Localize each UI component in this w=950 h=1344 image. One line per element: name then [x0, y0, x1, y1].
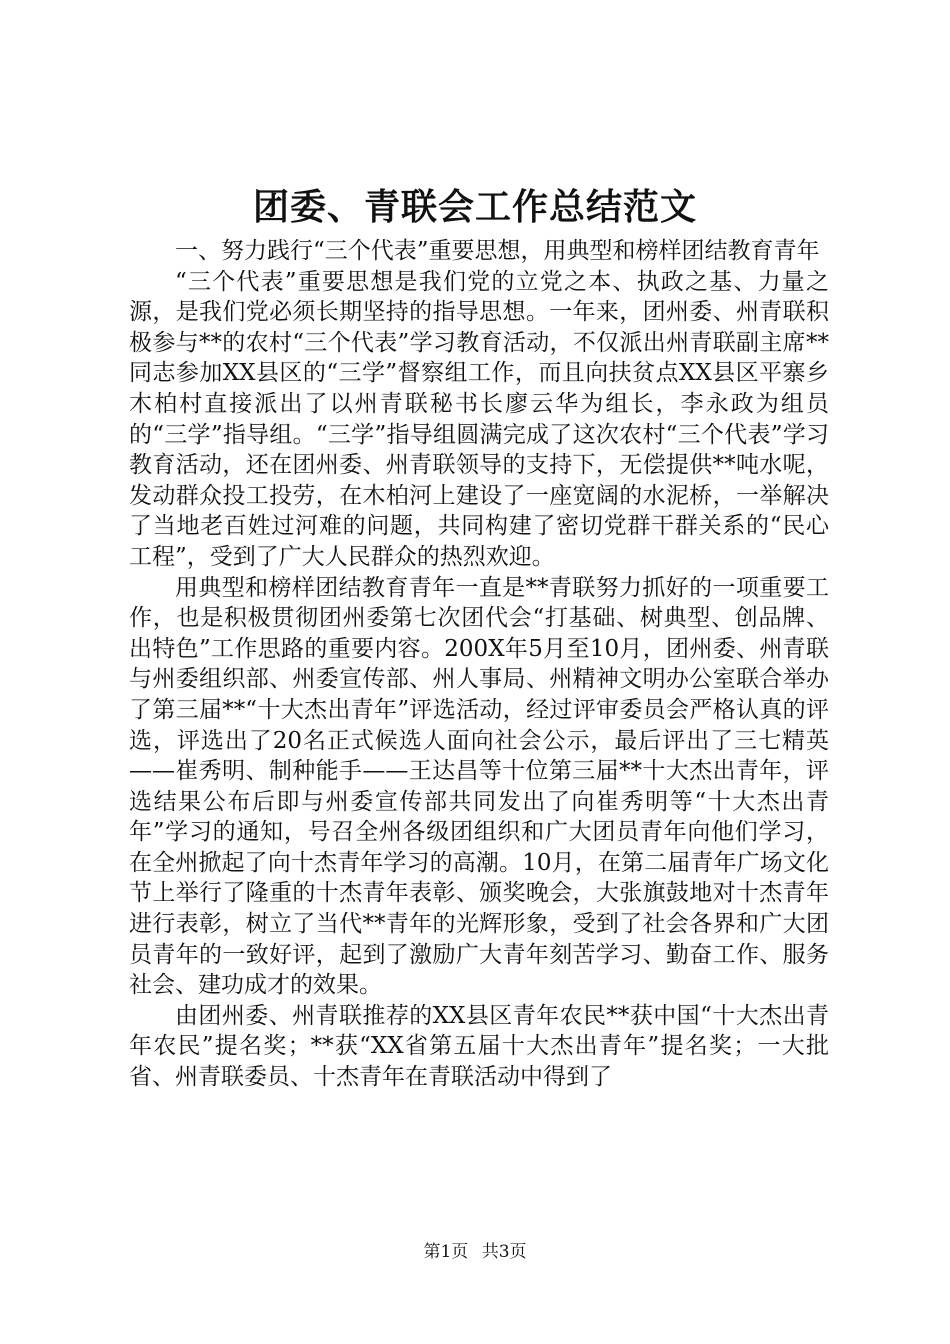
- page-total: 共3页: [481, 1242, 527, 1262]
- body-paragraph: “三个代表”重要思想是我们党的立党之本、执政之基、力量之源，是我们党必须长期坚持的指导思想。一年来，团州委、州青联积极参与**的农村“三个代表”学习教育活动，不仅派出州青联副主席**同志参加XX县区的“三学”督察组工作，而且向扶贫点XX县区平寨乡木柏村直接派出了以州青联秘书长廖云华为组长，李永政为组员的“三学”指导组。“三学”指导组圆满完成了这次农村“三个代表”学习教育活动，还在团州委、州青联领导的支持下，无偿提供**吨水呢，发动群众投工投劳，在木柏河上建设了一座宽阔的水泥桥，一举解决了当地老百姓过河难的问题，共同构建了密切党群干群关系的“民心工程”，受到了广大人民群众的热烈欢迎。: [129, 268, 829, 570]
- page-footer: [0, 1241, 950, 1263]
- section-heading-paragraph: 一、努力践行“三个代表”重要思想，用典型和榜样团结教育青年: [175, 238, 820, 264]
- body-paragraph: 由团州委、州青联推荐的XX县区青年农民**获中国“十大杰出青年农民”提名奖；**获“XX省第五届十大杰出青年”提名奖；一大批省、州青联委员、十杰青年在青联活动中得到了: [129, 1002, 829, 1091]
- page-number: 第1页: [423, 1242, 469, 1262]
- document-title: 团委、青联会工作总结范文: [252, 186, 697, 228]
- document-body: [129, 236, 829, 1093]
- body-paragraph: 用典型和榜样团结教育青年一直是**青联努力抓好的一项重要工作，也是积极贯彻团州委第七次团代会“打基础、树典型、创品牌、出特色”工作思路的重要内容。200X年5月至10月，团州委、州青联与州委组织部、州委宣传部、州人事局、州精神文明办公室联合举办了第三届**“十大杰出青年”评选活动，经过评审委员会严格认真的评选，评选出了20名正式候选人面向社会公示，最后评出了三七精英——崔秀明、制种能手——王达昌等十位第三届**十大杰出青年，评选结果公布后即与州委宣传部共同发出了向崔秀明等“十大杰出青年”学习的通知，号召全州各级团组织和广大团员青年向他们学习，在全州掀起了向十杰青年学习的高潮。10月，在第二届青年广场文化节上举行了隆重的十杰青年表彰、颁奖晚会，大张旗鼓地对十杰青年进行表彰，树立了当代**青年的光辉形象，受到了社会各界和广大团员青年的一致好评，起到了激励广大青年刻苦学习、勤奋工作、服务社会、建功成才的效果。: [129, 574, 829, 999]
